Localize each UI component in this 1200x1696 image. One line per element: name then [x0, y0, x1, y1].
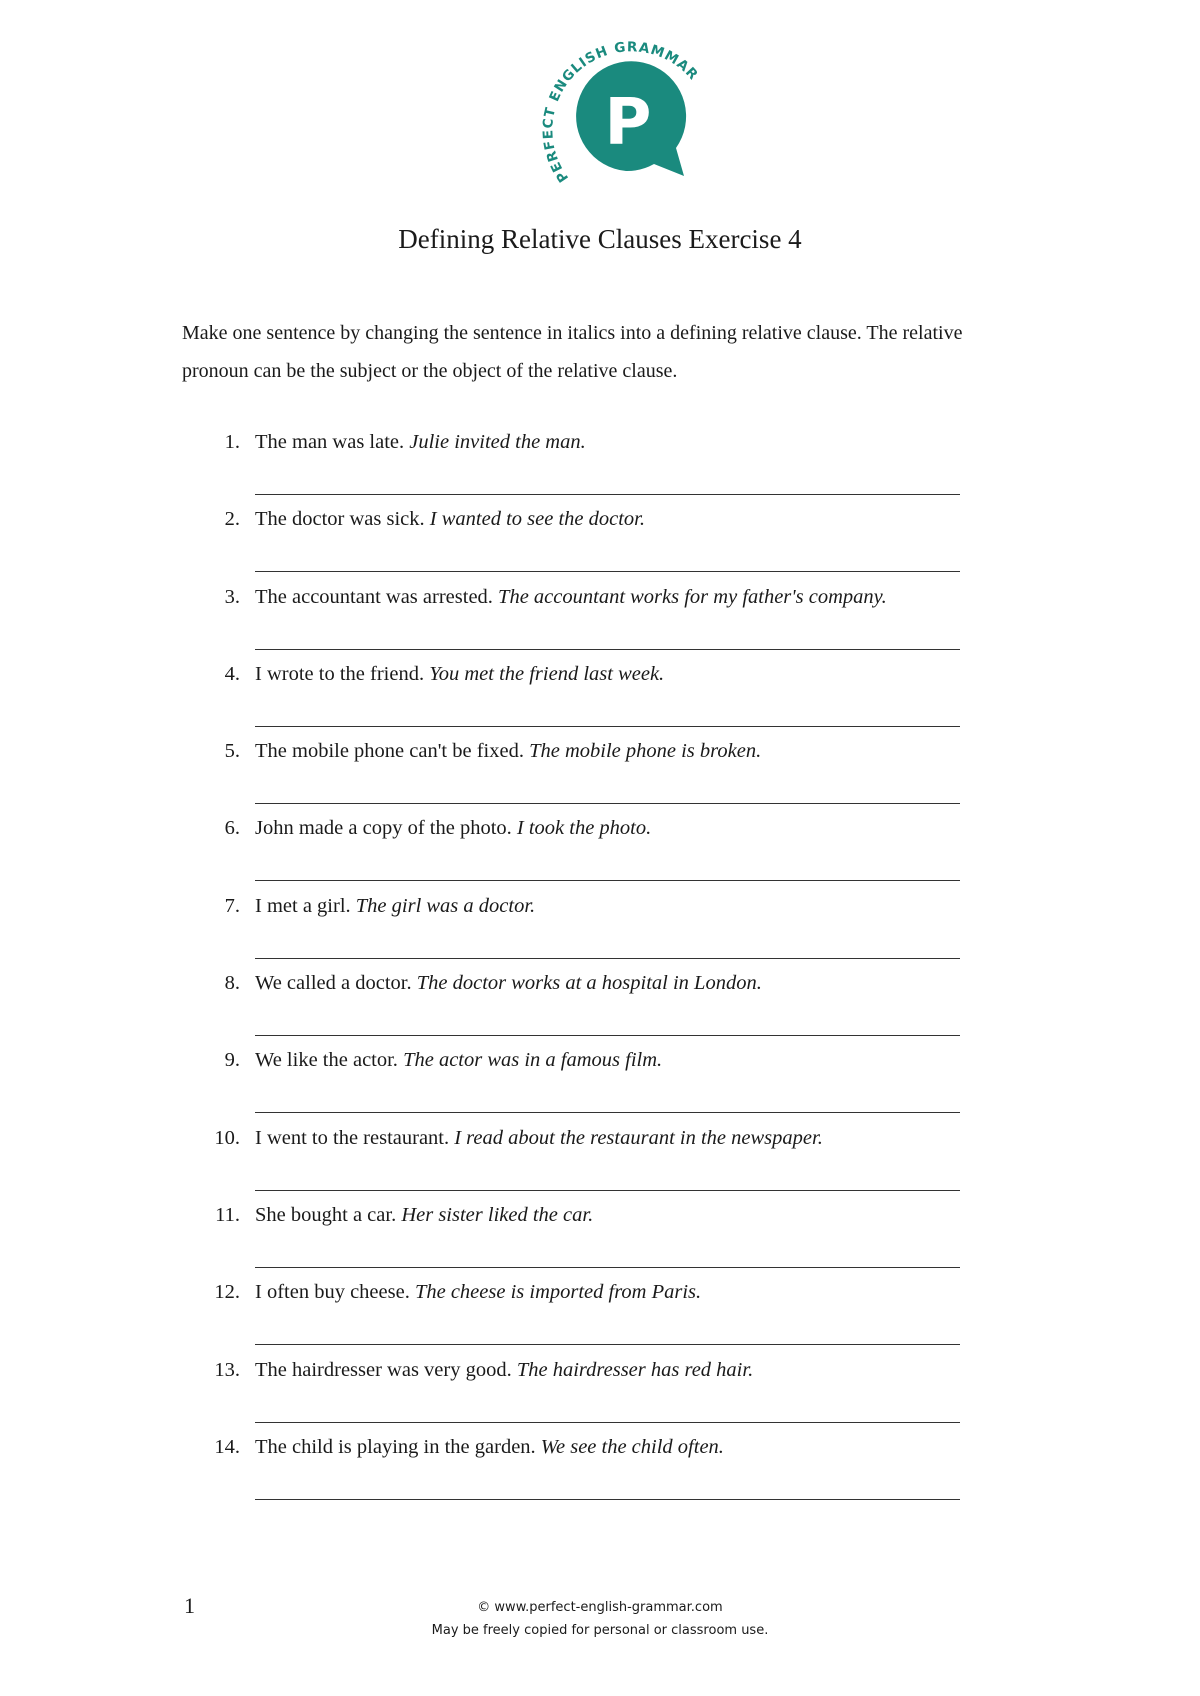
exercise-sentence: [255, 1046, 662, 1074]
exercise-number: 11.: [215, 1203, 240, 1226]
exercise-text: The mobile phone can't be fixed.: [255, 740, 530, 763]
exercise-text: I often buy cheese.: [255, 1281, 415, 1304]
exercise-italic-text: The cheese is imported from Paris.: [414, 1281, 702, 1304]
exercise-sentence: [255, 1433, 724, 1461]
exercise-text: I wrote to the friend.: [255, 662, 430, 685]
exercise-sentence: [255, 969, 762, 997]
exercise-italic-text: The girl was a doctor.: [355, 894, 536, 917]
exercise-item: [0, 737, 1200, 814]
answer-line[interactable]: [255, 494, 960, 495]
exercise-italic-text: We see the child often.: [540, 1435, 724, 1458]
exercise-text: She bought a car.: [255, 1203, 402, 1226]
exercise-italic-text: Julie invited the man.: [409, 431, 586, 453]
exercise-italic-text: I wanted to see the doctor.: [429, 508, 645, 531]
exercise-text: John made a copy of the photo.: [255, 817, 517, 840]
exercise-number: 6.: [224, 817, 240, 840]
exercise-item: [0, 428, 1200, 505]
answer-line[interactable]: [255, 571, 960, 572]
footer: [0, 1596, 1200, 1642]
exercise-item: [0, 892, 1200, 969]
exercise-number: 7.: [224, 894, 240, 917]
answer-line[interactable]: [255, 1267, 960, 1268]
exercise-italic-text: The accountant works for my father's company.: [498, 585, 887, 608]
answer-line[interactable]: [255, 1499, 960, 1500]
exercise-item: [0, 1278, 1200, 1355]
exercise-sentence: [255, 1124, 823, 1152]
exercise-text: The hairdresser was very good.: [255, 1358, 517, 1381]
exercise-italic-text: The actor was in a famous film.: [403, 1049, 663, 1072]
page-title: Defining Relative Clauses Exercise 4: [398, 224, 802, 254]
instructions: Make one sentence by changing the sentence in italics into a defining relative clause. The relative pronoun can be the subject or the object of the relative clause.: [182, 322, 963, 382]
exercise-italic-text: You met the friend last week.: [429, 662, 665, 685]
answer-line[interactable]: [255, 1422, 960, 1423]
exercise-sentence: [255, 660, 664, 688]
exercise-text: We like the actor.: [255, 1049, 404, 1072]
exercise-item: [0, 969, 1200, 1046]
answer-line[interactable]: [255, 1190, 960, 1191]
exercise-item: [0, 505, 1200, 582]
exercise-number: 4.: [224, 662, 240, 685]
exercise-sentence: [255, 505, 645, 533]
answer-line[interactable]: [255, 1344, 960, 1345]
logo: [540, 30, 700, 190]
exercise-item: [0, 1356, 1200, 1433]
exercise-list: [0, 428, 1200, 1510]
exercise-text: I met a girl.: [255, 894, 356, 917]
exercise-item: [0, 660, 1200, 737]
exercise-text: The accountant was arrested.: [255, 585, 499, 608]
exercise-text: The doctor was sick.: [255, 508, 430, 531]
exercise-number: 10.: [214, 1126, 240, 1149]
exercise-number: 12.: [214, 1281, 240, 1304]
exercise-italic-text: The mobile phone is broken.: [529, 740, 762, 763]
exercise-item: [0, 814, 1200, 891]
answer-line[interactable]: [255, 1035, 960, 1036]
exercise-italic-text: The hairdresser has red hair.: [516, 1358, 754, 1381]
exercise-text: The child is playing in the garden.: [255, 1435, 541, 1458]
answer-line[interactable]: [255, 726, 960, 727]
exercise-italic-text: Her sister liked the car.: [401, 1203, 594, 1226]
exercise-number: 3.: [224, 585, 240, 608]
exercise-text: I went to the restaurant.: [255, 1126, 455, 1149]
answer-line[interactable]: [255, 958, 960, 959]
logo-arc-text: PERFECT ENGLISH GRAMMAR: [540, 39, 700, 186]
answer-line[interactable]: [255, 880, 960, 881]
exercise-item: [0, 583, 1200, 660]
exercise-sentence: [255, 583, 887, 611]
answer-line[interactable]: [255, 649, 960, 650]
answer-line[interactable]: [255, 803, 960, 804]
exercise-item: [0, 1124, 1200, 1201]
exercise-text: The man was late.: [255, 431, 410, 453]
exercise-italic-text: The doctor works at a hospital in London.: [416, 972, 762, 995]
exercise-sentence: [255, 892, 535, 920]
exercise-sentence: [255, 428, 586, 456]
logo-letter: P: [604, 86, 652, 160]
exercise-sentence: [255, 814, 651, 842]
exercise-italic-text: I took the photo.: [516, 817, 652, 840]
exercise-number: 2.: [224, 508, 240, 531]
exercise-sentence: [255, 1278, 701, 1306]
exercise-sentence: [255, 1201, 593, 1229]
exercise-text: We called a doctor.: [255, 972, 417, 995]
exercise-number: 13.: [214, 1358, 240, 1381]
footer-copyright: © www.perfect-english-grammar.com: [477, 1600, 723, 1615]
answer-line[interactable]: [255, 1112, 960, 1113]
exercise-sentence: [255, 1356, 753, 1384]
footer-license: May be freely copied for personal or classroom use.: [431, 1623, 769, 1638]
exercise-number: 1.: [224, 431, 240, 453]
exercise-sentence: [255, 737, 761, 765]
exercise-italic-text: I read about the restaurant in the newspaper.: [454, 1126, 823, 1149]
exercise-number: 5.: [224, 740, 240, 763]
page-number: 1: [184, 1593, 195, 1618]
exercise-item: [0, 1433, 1200, 1510]
exercise-item: [0, 1046, 1200, 1123]
exercise-number: 14.: [214, 1435, 240, 1458]
exercise-number: 9.: [224, 1049, 240, 1072]
exercise-item: [0, 1201, 1200, 1278]
exercise-number: 8.: [224, 972, 240, 995]
